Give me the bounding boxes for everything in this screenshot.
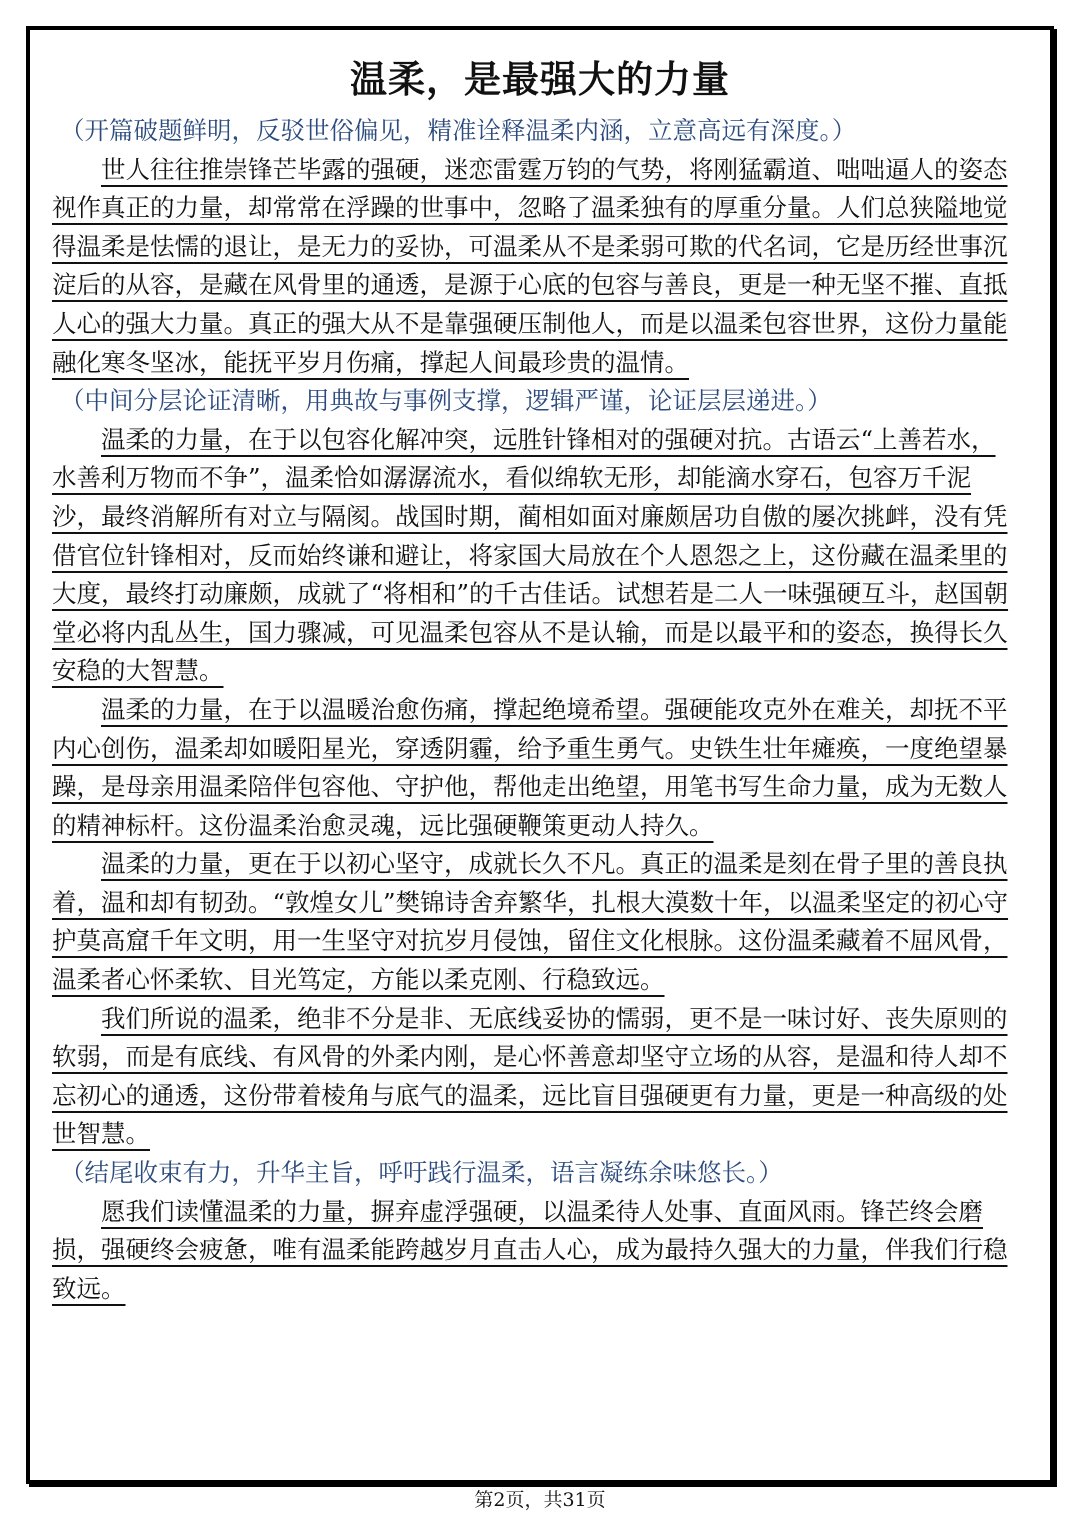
comment-note: （结尾收束有力，升华主旨，呼吁践行温柔，语言凝练余味悠长。） bbox=[60, 1158, 783, 1188]
paragraph bbox=[52, 1000, 1010, 1154]
paragraph bbox=[52, 845, 1010, 999]
comment-note: （中间分层论证清晰，用典故与事例支撑，逻辑严谨，论证层层递进。） bbox=[60, 386, 832, 416]
essay-title: 温柔，是最强大的力量 bbox=[350, 58, 730, 101]
page-number: 第2页，共31页 bbox=[474, 1489, 606, 1511]
comment-note: （开篇破题鲜明，反驳世俗偏见，精准诠释温柔内涵，立意高远有深度。） bbox=[60, 116, 857, 145]
paragraph-text: 愿我们读懂温柔的力量，摒弃虚浮强硬，以温柔待人处事、直面风雨。锋芒终会磨损，强硬终会疲惫，唯有温柔能跨越岁月直击人心，成为最持久强大的力量，伴我们行稳致远。 bbox=[52, 1196, 1008, 1303]
paragraph bbox=[52, 691, 1010, 845]
paragraph bbox=[52, 421, 1010, 691]
paragraph bbox=[52, 1193, 1010, 1309]
paragraph-text: 世人往往推崇锋芒毕露的强硬，迷恋雷霆万钧的气势，将刚猛霸道、咄咄逼人的姿态视作真正的力量，却常常在浮躁的世事中，忽略了温柔独有的厚重分量。人们总狭隘地觉得温柔是怯懦的退让，是无力的妥协，可温柔从不是柔弱可欺的代名词，它是历经世事沉淀后的从容，是藏在风骨里的通透，是源于心底的包容与善良，更是一种无坚不摧、直抵人心的强大力量。真正的强大从不是靠强硬压制他人，而是以温柔包容世界，这份力量能融化寒冬坚冰，能抚平岁月伤痛，撑起人间最珍贵的温情。 bbox=[52, 154, 1008, 377]
paragraph-text: 我们所说的温柔，绝非不分是非、无底线妥协的懦弱，更不是一味讨好、丧失原则的软弱，而是有底线、有风骨的外柔内刚，是心怀善意却坚守立场的从容，是温和待人却不忘初心的通透，这份带着棱角与底气的温柔，远比盲目强硬更有力量，更是一种高级的处世智慧。 bbox=[52, 1003, 1008, 1149]
paragraph-text: 温柔的力量，在于以包容化解冲突，远胜针锋相对的强硬对抗。古语云“上善若水，水善利万物而不争”，温柔恰如潺潺流水，看似绵软无形，却能滴水穿石，包容万千泥沙，最终消解所有对立与隔阂。战国时期，蔺相如面对廉颇居功自傲的屡次挑衅，没有凭借官位针锋相对，反而始终谦和避让，将家国大局放在个人恩怨之上，这份藏在温柔里的大度，最终打动廉颇，成就了“将相和”的千古佳话。试想若是二人一味强硬互斗，赵国朝堂必将内乱丛生，国力骤减，可见温柔包容从不是认输，而是以最平和的姿态，换得长久安稳的大智慧。 bbox=[52, 424, 1009, 686]
paragraph-text: 温柔的力量，在于以温暖治愈伤痛，撑起绝境希望。强硬能攻克外在难关，却抚不平内心创伤，温柔却如暖阳星光，穿透阴霾，给予重生勇气。史铁生壮年瘫痪，一度绝望暴躁，是母亲用温柔陪伴包容他、守护他，帮他走出绝望，用笔书写生命力量，成为无数人的精神标杆。这份温柔治愈灵魂，远比强硬鞭策更动人持久。 bbox=[52, 694, 1008, 840]
essay-body bbox=[52, 112, 1010, 1308]
paragraph-text: 温柔的力量，更在于以初心坚守，成就长久不凡。真正的温柔是刻在骨子里的善良执着，温和却有韧劲。“敦煌女儿”樊锦诗舍弃繁华，扎根大漠数十年，以温柔坚定的初心守护莫高窟千年文明，用一生坚守对抗岁月侵蚀，留住文化根脉。这份温柔藏着不屈风骨，温柔者心怀柔软、目光笃定，方能以柔克刚、行稳致远。 bbox=[52, 849, 1009, 995]
paragraph bbox=[52, 151, 1010, 383]
